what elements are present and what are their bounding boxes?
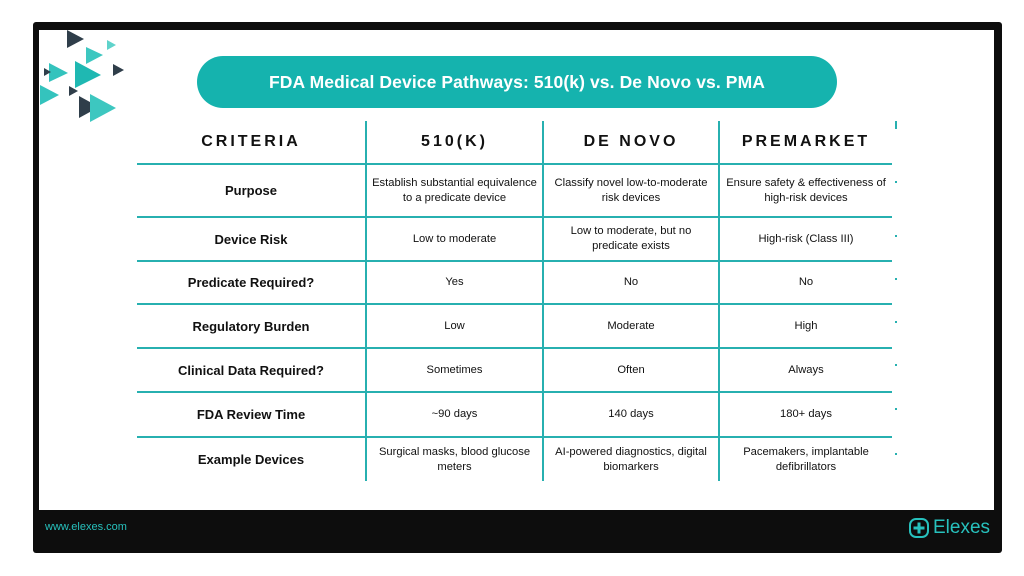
triangle-dark-4 bbox=[69, 86, 78, 96]
table-row bbox=[137, 392, 892, 437]
header-row bbox=[137, 121, 892, 164]
cell-premarket: High-risk (Class III) bbox=[719, 217, 892, 261]
header-510k: 510(K) bbox=[366, 121, 543, 164]
cell-510k: Low to moderate bbox=[366, 217, 543, 261]
cell-de-novo: AI-powered diagnostics, digital biomarkers bbox=[543, 437, 719, 481]
row-label: Predicate Required? bbox=[137, 261, 366, 304]
cell-510k: ~90 days bbox=[366, 392, 543, 437]
triangle-teal-3 bbox=[49, 63, 68, 82]
cell-510k: Low bbox=[366, 304, 543, 348]
cell-510k: Surgical masks, blood glucose meters bbox=[366, 437, 543, 481]
cell-510k: Establish substantial equivalence to a predicate device bbox=[366, 164, 543, 217]
cell-de-novo: Low to moderate, but no predicate exists bbox=[543, 217, 719, 261]
brand-logo bbox=[908, 516, 990, 540]
table-row bbox=[137, 217, 892, 261]
cell-de-novo: Often bbox=[543, 348, 719, 392]
decorative-triangles bbox=[39, 30, 149, 130]
row-label: Regulatory Burden bbox=[137, 304, 366, 348]
triangle-teal-4 bbox=[75, 61, 101, 88]
cell-premarket: 180+ days bbox=[719, 392, 892, 437]
comparison-table bbox=[137, 121, 892, 481]
triangle-dark-1 bbox=[67, 30, 84, 48]
row-label: Purpose bbox=[137, 164, 366, 217]
table-row bbox=[137, 164, 892, 217]
elexes-logo-icon bbox=[908, 517, 930, 539]
row-label: Clinical Data Required? bbox=[137, 348, 366, 392]
cell-de-novo: 140 days bbox=[543, 392, 719, 437]
header-de-novo: DE NOVO bbox=[543, 121, 719, 164]
cell-510k: Yes bbox=[366, 261, 543, 304]
triangle-teal-6 bbox=[90, 94, 116, 122]
cell-de-novo: No bbox=[543, 261, 719, 304]
table-row bbox=[137, 348, 892, 392]
table-edge-marks bbox=[895, 121, 899, 471]
table-row bbox=[137, 261, 892, 304]
row-label: Example Devices bbox=[137, 437, 366, 481]
row-label: Device Risk bbox=[137, 217, 366, 261]
page-title: FDA Medical Device Pathways: 510(k) vs. De Novo vs. PMA bbox=[197, 56, 837, 108]
cell-premarket: Pacemakers, implantable defibrillators bbox=[743, 445, 869, 473]
row-label: FDA Review Time bbox=[137, 392, 366, 437]
triangle-teal-5 bbox=[40, 85, 59, 105]
cell-premarket: No bbox=[719, 261, 892, 304]
table-row bbox=[137, 304, 892, 348]
triangle-teal-1 bbox=[86, 47, 103, 64]
footer-website-link[interactable]: www.elexes.com bbox=[45, 521, 127, 533]
header-criteria: CRITERIA bbox=[137, 121, 366, 164]
triangle-teal-2 bbox=[107, 40, 116, 50]
cell-premarket: Always bbox=[719, 348, 892, 392]
cell-510k: Sometimes bbox=[366, 348, 543, 392]
cell-de-novo: Moderate bbox=[543, 304, 719, 348]
table-row bbox=[137, 437, 892, 481]
brand-name: Elexes bbox=[933, 517, 991, 538]
cell-premarket: High bbox=[719, 304, 892, 348]
header-premarket: PREMARKET bbox=[719, 121, 892, 164]
cell-de-novo: Classify novel low-to-moderate risk devices bbox=[543, 164, 719, 217]
triangle-dark-3 bbox=[113, 64, 124, 76]
cell-premarket: Ensure safety & effectiveness of high-risk devices bbox=[719, 164, 892, 217]
